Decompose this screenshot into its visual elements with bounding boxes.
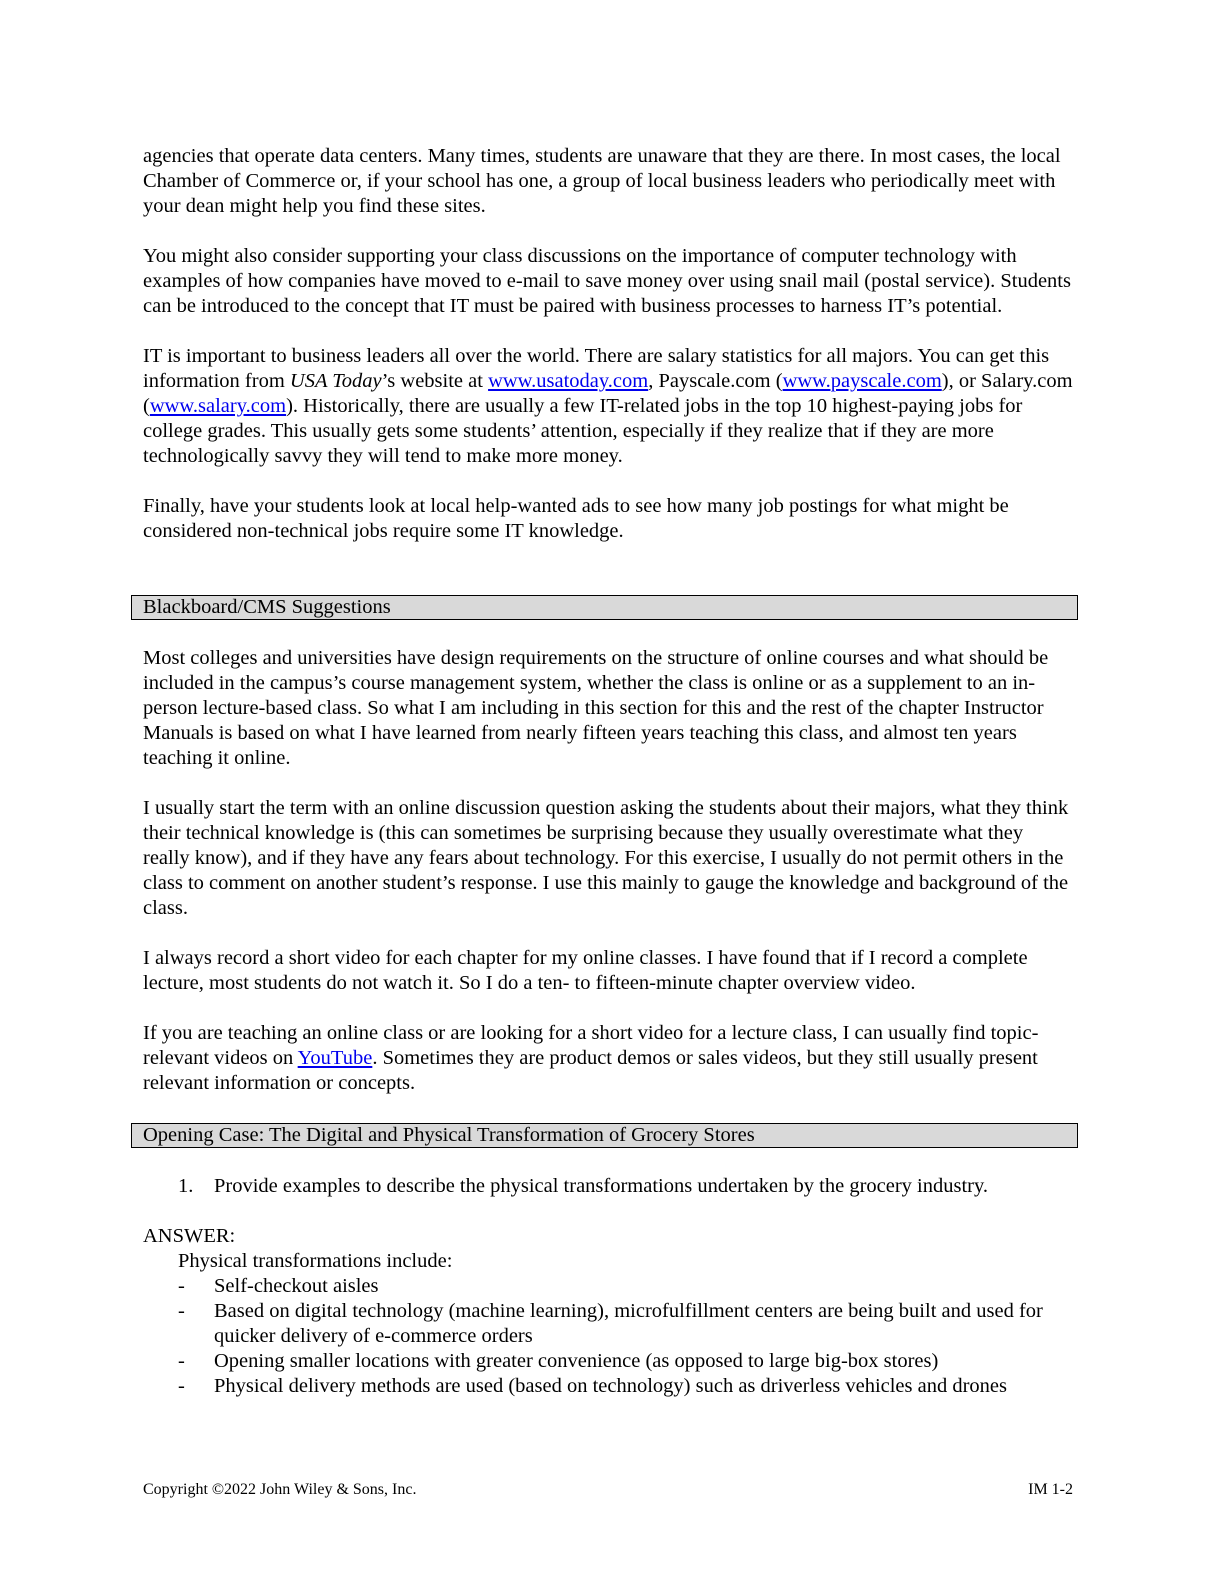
- answer-list: [143, 1274, 1078, 1399]
- paragraph-design-requirements: Most colleges and universities have design requirements on the structure of online courses and what should be included in the campus’s course management system, whether the class is online or as a supplement to an in-person lecture-based class. So what I am including in this section for this and the rest of the chapter Instructor Manuals is based on what I have learned from nearly fifteen years teaching this class, and almost ten years teaching it online.: [143, 647, 1049, 769]
- section-header-blackboard: Blackboard/CMS Suggestions: [131, 595, 1078, 620]
- youtube-link[interactable]: YouTube: [297, 1047, 373, 1069]
- paragraph-video: I always record a short video for each chapter for my online classes. I have found that if I record a complete lecture, most students do not watch it. So I do a ten- to fifteen-minute chapter overview video.: [143, 947, 1028, 994]
- list-item: - Opening smaller locations with greater convenience (as opposed to large big-box stores): [178, 1350, 939, 1372]
- question-text: Provide examples to describe the physical transformations undertaken by the grocery industry.: [214, 1175, 989, 1197]
- paragraph-help-wanted: Finally, have your students look at local help-wanted ads to see how many job postings for what might be considered non-technical jobs require some IT knowledge.: [143, 495, 1009, 542]
- list-item: - Self-checkout aisles: [178, 1275, 379, 1297]
- copyright-text: Copyright ©2022 John Wiley & Sons, Inc.: [143, 1481, 417, 1498]
- paragraph-discussion-question: I usually start the term with an online discussion question asking the students about their majors, what they think their technical knowledge is (this can sometimes be surprising because they usually overestimate what they really know), and if they have any fears about technology. For this exercise, I usually do not permit others in the class to comment on another student’s response. I use this mainly to gauge the knowledge and background of the class.: [143, 797, 1069, 919]
- payscale-link[interactable]: www.payscale.com: [782, 370, 942, 392]
- usa-today-title: USA Today: [289, 370, 382, 392]
- question-number: 1.: [178, 1175, 194, 1197]
- body-text-cms: [143, 646, 1073, 1121]
- paragraph-class-discussions: You might also consider supporting your class discussions on the importance of computer technology with examples of how companies have moved to e-mail to save money over using snail mail (postal service). Students can be introduced to the concept that IT must be paired with business processes to harness IT’s potential.: [143, 245, 1071, 317]
- page-footer: [143, 1477, 1073, 1502]
- answer-intro: Physical transformations include:: [178, 1250, 453, 1272]
- paragraph-data-centers: agencies that operate data centers. Many times, students are unaware that they are there. In most cases, the local Chamber of Commerce or, if your school has one, a group of local business leaders who periodically meet with your dean might help you find these sites.: [143, 145, 1061, 217]
- paragraph-salary-statistics: IT is important to business leaders all over the world. There are salary statistics for all majors. You can get this information from USA Today’s website at www.usatoday.com, Payscale.com (www.payscale.com), or Salary.com (www.salary.com). Historically, there are usually a few IT-related jobs in the top 10 highest-paying jobs for college grades. This usually gets some students’ attention, especially if they realize that if they are more technologically savvy they will tend to make more money.: [143, 345, 1073, 467]
- answer-label: ANSWER:: [143, 1225, 236, 1247]
- list-item: - Based on digital technology (machine learning), microfulfillment centers are being built and used for quicker delivery of e-commerce orders: [178, 1300, 1043, 1347]
- list-item: - Physical delivery methods are used (based on technology) such as driverless vehicles and drones: [178, 1375, 1008, 1397]
- page-number: IM 1-2: [1028, 1481, 1073, 1498]
- body-text: [143, 144, 1073, 569]
- salary-link[interactable]: www.salary.com: [149, 395, 287, 417]
- usatoday-link[interactable]: www.usatoday.com: [488, 370, 649, 392]
- paragraph-youtube: If you are teaching an online class or are looking for a short video for a lecture class, I can usually find topic-relevant videos on YouTube. Sometimes they are product demos or sales videos, but they still usually present relevant information or concepts.: [143, 1022, 1039, 1094]
- answer-block: [143, 1224, 1078, 1399]
- section-header-opening-case: Opening Case: The Digital and Physical Transformation of Grocery Stores: [131, 1123, 1078, 1148]
